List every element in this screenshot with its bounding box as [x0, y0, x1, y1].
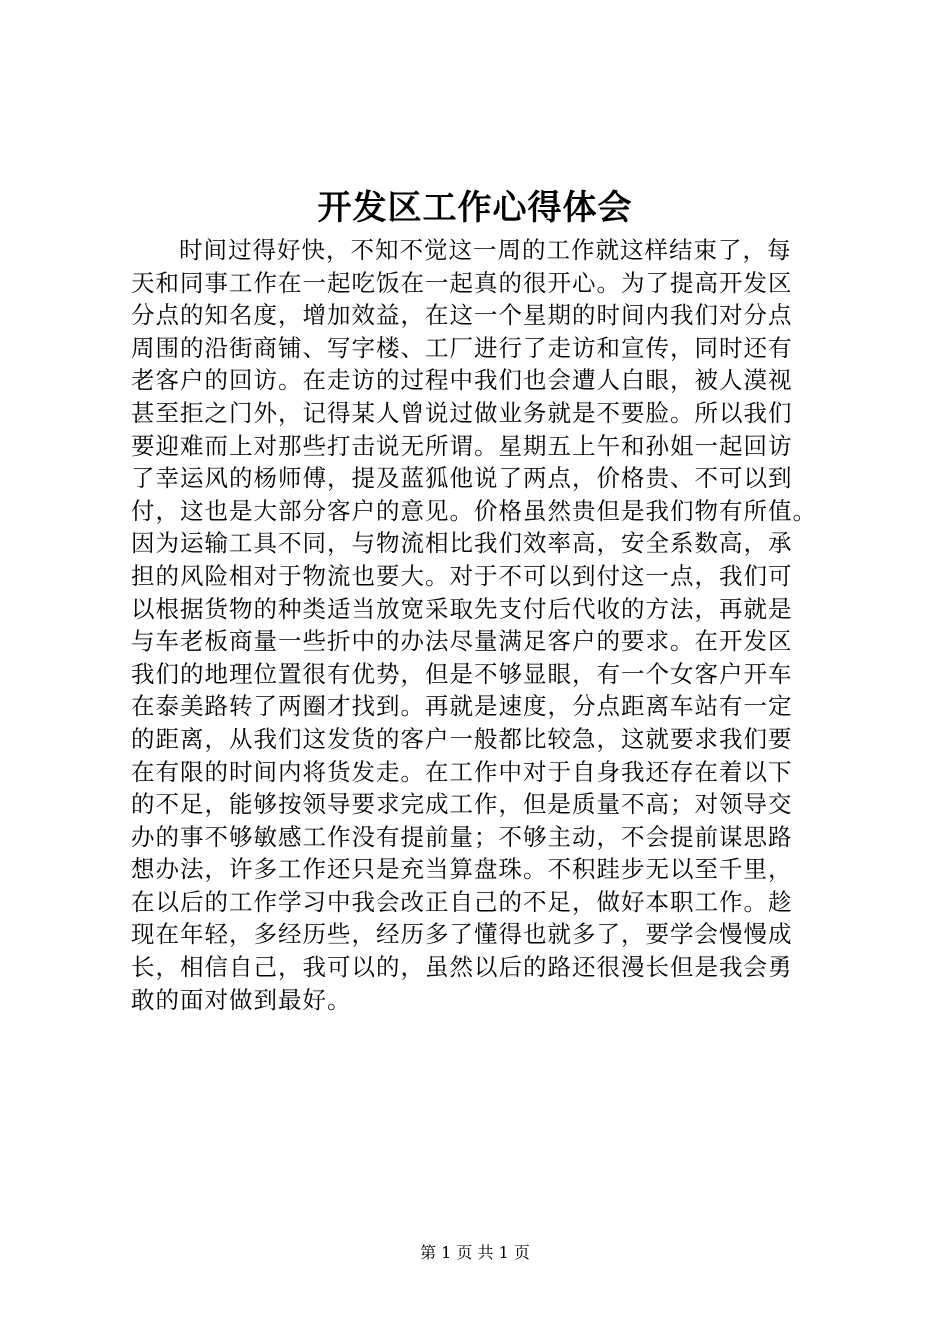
paragraph-line: 现在年轻，多经历些，经历多了懂得也就多了，要学会慢慢成 — [131, 920, 793, 949]
paragraph-line: 了幸运风的杨师傅，提及蓝狐他说了两点，价格贵、不可以到 — [131, 464, 793, 493]
paragraph-line: 在泰美路转了两圈才找到。再就是速度，分点距离车站有一定 — [131, 692, 793, 721]
paragraph-line: 付，这也是大部分客户的意见。价格虽然贵但是我们物有所值。 — [131, 496, 817, 525]
paragraph-line: 在以后的工作学习中我会改正自己的不足，做好本职工作。趁 — [131, 887, 793, 916]
paragraph-line: 在有限的时间内将货发走。在工作中对于自身我还存在着以下 — [131, 757, 793, 786]
paragraph-line: 长，相信自己，我可以的，虽然以后的路还很漫长但是我会勇 — [131, 953, 793, 982]
paragraph-line: 天和同事工作在一起吃饭在一起真的很开心。为了提高开发区 — [131, 268, 793, 297]
paragraph-line: 的不足，能够按领导要求完成工作，但是质量不高；对领导交 — [131, 790, 793, 819]
paragraph-line: 办的事不够敏感工作没有提前量；不够主动，不会提前谋思路 — [131, 822, 793, 851]
body-paragraph — [131, 234, 841, 1016]
paragraph-line: 要迎难而上对那些打击说无所谓。星期五上午和孙姐一起回访 — [131, 431, 793, 460]
paragraph-line: 周围的沿街商铺、写字楼、工厂进行了走访和宣传，同时还有 — [131, 333, 793, 362]
paragraph-line: 想办法，许多工作还只是充当算盘珠。不积跬步无以至千里， — [131, 855, 793, 884]
paragraph-line: 与车老板商量一些折中的办法尽量满足客户的要求。在开发区 — [131, 627, 793, 656]
paragraph-line: 分点的知名度，增加效益，在这一个星期的时间内我们对分点 — [131, 301, 793, 330]
paragraph-line: 因为运输工具不同，与物流相比我们效率高，安全系数高，承 — [131, 529, 793, 558]
page-number-footer: 第 1 页 共 1 页 — [420, 1243, 530, 1262]
paragraph-line: 担的风险相对于物流也要大。对于不可以到付这一点，我们可 — [131, 561, 793, 590]
paragraph-line: 老客户的回访。在走访的过程中我们也会遭人白眼，被人漠视 — [131, 366, 793, 395]
paragraph-line: 我们的地理位置很有优势，但是不够显眼，有一个女客户开车 — [131, 659, 793, 688]
paragraph-line: 甚至拒之门外，记得某人曾说过做业务就是不要脸。所以我们 — [131, 398, 793, 427]
paragraph-line: 时间过得好快，不知不觉这一周的工作就这样结束了，每 — [179, 236, 792, 264]
page-title: 开发区工作心得体会 — [317, 188, 633, 228]
paragraph-line: 敢的面对做到最好。 — [131, 985, 352, 1014]
paragraph-line: 的距离，从我们这发货的客户一般都比较急，这就要求我们要 — [131, 724, 793, 753]
paragraph-line: 以根据货物的种类适当放宽采取先支付后代收的方法，再就是 — [131, 594, 793, 623]
